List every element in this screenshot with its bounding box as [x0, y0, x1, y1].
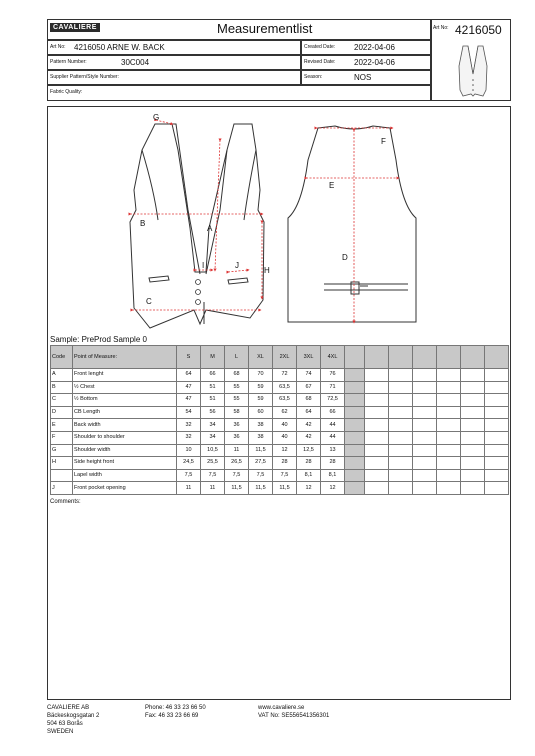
empty-cell	[485, 482, 509, 495]
table-row	[51, 406, 509, 419]
empty-cell	[365, 482, 389, 495]
empty-cell	[389, 469, 413, 482]
row-value: 59	[249, 394, 273, 407]
row-value: 32	[177, 431, 201, 444]
row-value: 62	[273, 406, 297, 419]
empty-cell	[345, 431, 365, 444]
empty-cell	[461, 431, 485, 444]
row-value: 64	[297, 406, 321, 419]
empty-cell	[345, 381, 365, 394]
empty-cell	[389, 419, 413, 432]
empty-cell	[485, 469, 509, 482]
empty-cell	[389, 444, 413, 457]
created-date: 2022-04-06	[354, 43, 395, 52]
row-fabric	[47, 85, 431, 101]
empty-cell	[437, 394, 461, 407]
row-value: 10	[177, 444, 201, 457]
row-value: 8,1	[297, 469, 321, 482]
empty-cell	[413, 369, 437, 382]
row-value: 55	[225, 394, 249, 407]
row-point-of-measure: Back width	[73, 419, 177, 432]
empty-cell	[437, 369, 461, 382]
empty-cell	[413, 406, 437, 419]
row-value: 7,5	[201, 469, 225, 482]
size-header: S	[177, 346, 201, 369]
row-value: 28	[297, 457, 321, 470]
row-value: 11,5	[273, 482, 297, 495]
label-d: D	[342, 253, 348, 262]
back-vest-drawing	[288, 126, 416, 322]
empty-cell	[413, 457, 437, 470]
website-link[interactable]: www.cavaliere.se	[258, 705, 305, 711]
row-value: 47	[177, 394, 201, 407]
size-header: L	[225, 346, 249, 369]
row-value: 28	[321, 457, 345, 470]
table-row	[51, 457, 509, 470]
row-value: 68	[225, 369, 249, 382]
row-point-of-measure: Side height front	[73, 457, 177, 470]
pattern-number-label: Pattern Number:	[50, 59, 87, 65]
empty-cell	[389, 381, 413, 394]
art-no-label-right: Art No:	[433, 25, 449, 31]
row-value: 12	[321, 482, 345, 495]
fabric-label: Fabric Quality:	[50, 89, 83, 95]
empty-cell	[345, 369, 365, 382]
empty-cell	[485, 419, 509, 432]
season-value: NOS	[354, 73, 372, 82]
row-value: 12	[273, 444, 297, 457]
row-point-of-measure: Front lenght	[73, 369, 177, 382]
row-value: 8,1	[321, 469, 345, 482]
empty-cell	[437, 457, 461, 470]
row-value: 58	[225, 406, 249, 419]
row-value: 7,5	[249, 469, 273, 482]
empty-cell	[461, 469, 485, 482]
row-value: 68	[297, 394, 321, 407]
row-value: 70	[249, 369, 273, 382]
row-value: 38	[249, 431, 273, 444]
label-e: E	[329, 181, 335, 190]
row-code: A	[51, 369, 73, 382]
page-title: Measurementlist	[217, 21, 313, 36]
table-row	[51, 419, 509, 432]
row-code: H	[51, 457, 73, 470]
row-value: 60	[249, 406, 273, 419]
row-point-of-measure: CB Length	[73, 406, 177, 419]
row-value: 55	[225, 381, 249, 394]
empty-cell	[345, 394, 365, 407]
empty-cell	[365, 457, 389, 470]
empty-cell	[437, 381, 461, 394]
empty-cell	[389, 431, 413, 444]
row-value: 10,5	[201, 444, 225, 457]
row-code: D	[51, 406, 73, 419]
row-code: B	[51, 381, 73, 394]
empty-cell	[461, 369, 485, 382]
row-value: 7,5	[177, 469, 201, 482]
created-label: Created Date:	[304, 44, 336, 50]
empty-cell	[345, 406, 365, 419]
empty-cell	[345, 444, 365, 457]
row-value: 42	[297, 419, 321, 432]
row-value: 63,5	[273, 381, 297, 394]
empty-cell	[345, 419, 365, 432]
empty-cell	[437, 469, 461, 482]
empty-cell	[413, 444, 437, 457]
vat-text: VAT No: SE556541356301	[258, 713, 330, 719]
footer-web	[258, 704, 329, 720]
vest-thumbnail	[455, 44, 491, 98]
row-value: 40	[273, 431, 297, 444]
size-header: 4XL	[321, 346, 345, 369]
label-b: B	[140, 219, 146, 228]
row-value: 56	[201, 406, 225, 419]
empty-cell	[485, 369, 509, 382]
row-code: G	[51, 444, 73, 457]
size-header: XL	[249, 346, 273, 369]
company-country: SWEDEN	[47, 729, 74, 735]
cavaliere-logo: CAVALIERE	[50, 23, 100, 32]
table-row	[51, 469, 509, 482]
row-value: 11,5	[225, 482, 249, 495]
empty-cell	[461, 444, 485, 457]
row-value: 34	[201, 419, 225, 432]
row-value: 25,5	[201, 457, 225, 470]
empty-cell	[461, 381, 485, 394]
row-point-of-measure: ½ Bottom	[73, 394, 177, 407]
row-value: 42	[297, 431, 321, 444]
row-code	[51, 469, 73, 482]
row-value: 12	[297, 482, 321, 495]
empty-cell	[461, 406, 485, 419]
empty-cell	[365, 394, 389, 407]
empty-cell	[413, 469, 437, 482]
empty-cell	[461, 457, 485, 470]
empty-cell	[413, 419, 437, 432]
empty-cell	[389, 406, 413, 419]
row-value: 11,5	[249, 444, 273, 457]
row-value: 47	[177, 381, 201, 394]
art-no-value-right: 4216050	[455, 23, 502, 37]
season-label: Season:	[304, 74, 323, 80]
empty-cell	[485, 381, 509, 394]
label-i: I	[202, 261, 205, 270]
row-value: 71	[321, 381, 345, 394]
row-value: 32	[177, 419, 201, 432]
empty-cell	[437, 419, 461, 432]
row-value: 24,5	[177, 457, 201, 470]
empty-cell	[389, 394, 413, 407]
art-no-label: Art No:	[50, 44, 66, 50]
row-value: 51	[201, 381, 225, 394]
row-value: 28	[273, 457, 297, 470]
company-city: 504 63 Borås	[47, 721, 83, 727]
row-point-of-measure: ½ Chest	[73, 381, 177, 394]
table-row	[51, 444, 509, 457]
label-j: J	[235, 261, 239, 270]
empty-cell	[345, 482, 365, 495]
empty-cell	[485, 444, 509, 457]
row-point-of-measure: Shoulder to shoulder	[73, 431, 177, 444]
table-row	[51, 394, 509, 407]
row-value: 66	[321, 406, 345, 419]
table-row	[51, 381, 509, 394]
size-header: 3XL	[297, 346, 321, 369]
comments-label: Comments:	[50, 499, 81, 505]
row-value: 74	[297, 369, 321, 382]
row-value: 44	[321, 431, 345, 444]
row-value: 11	[201, 482, 225, 495]
empty-cell	[365, 369, 389, 382]
label-c: C	[146, 297, 152, 306]
label-h: H	[264, 266, 270, 275]
empty-cell	[365, 381, 389, 394]
empty-cell	[485, 457, 509, 470]
size-header: M	[201, 346, 225, 369]
row-value: 11	[177, 482, 201, 495]
art-description: 4216050 ARNE W. BACK	[74, 43, 165, 52]
empty-cell	[365, 419, 389, 432]
empty-cell	[389, 482, 413, 495]
phone-text: Phone: 46 33 23 66 50	[145, 705, 206, 711]
label-a: A	[207, 224, 213, 233]
empty-cell	[389, 369, 413, 382]
pom-header: Point of Measure:	[73, 346, 177, 369]
empty-cell	[485, 394, 509, 407]
row-code: J	[51, 482, 73, 495]
row-value: 13	[321, 444, 345, 457]
empty-cell	[345, 469, 365, 482]
empty-cell	[365, 469, 389, 482]
empty-cell	[389, 457, 413, 470]
footer-contact	[145, 704, 206, 720]
row-value: 38	[249, 419, 273, 432]
empty-cell	[365, 444, 389, 457]
empty-cell	[437, 431, 461, 444]
empty-cell	[413, 431, 437, 444]
row-value: 59	[249, 381, 273, 394]
row-point-of-measure: Lapel width	[73, 469, 177, 482]
measurement-table	[50, 345, 509, 495]
table-row	[51, 482, 509, 495]
row-value: 12,5	[297, 444, 321, 457]
table-row	[51, 431, 509, 444]
footer-company	[47, 704, 99, 736]
row-value: 72	[273, 369, 297, 382]
row-value: 26,5	[225, 457, 249, 470]
row-value: 72,5	[321, 394, 345, 407]
revised-label: Revised Date:	[304, 59, 336, 65]
size-header: 2XL	[273, 346, 297, 369]
row-value: 11	[225, 444, 249, 457]
empty-cell	[437, 444, 461, 457]
row-value: 51	[201, 394, 225, 407]
row-value: 76	[321, 369, 345, 382]
row-value: 7,5	[273, 469, 297, 482]
row-value: 36	[225, 431, 249, 444]
revised-date: 2022-04-06	[354, 58, 395, 67]
row-point-of-measure: Shoulder width	[73, 444, 177, 457]
empty-cell	[485, 431, 509, 444]
empty-cell	[461, 394, 485, 407]
row-value: 44	[321, 419, 345, 432]
company-street: Bäckeskogsgatan 2	[47, 713, 100, 719]
row-point-of-measure: Front pocket opening	[73, 482, 177, 495]
empty-cell	[437, 406, 461, 419]
row-value: 40	[273, 419, 297, 432]
row-value: 64	[177, 369, 201, 382]
sample-label: Sample: PreProd Sample 0	[50, 335, 147, 344]
empty-cell	[461, 482, 485, 495]
empty-cell	[365, 431, 389, 444]
row-value: 66	[201, 369, 225, 382]
empty-cell	[461, 419, 485, 432]
row-value: 54	[177, 406, 201, 419]
row-value: 67	[297, 381, 321, 394]
row-value: 34	[201, 431, 225, 444]
company-name: CAVALIERE AB	[47, 705, 90, 711]
pattern-number-value: 30C004	[121, 58, 150, 67]
row-code: F	[51, 431, 73, 444]
empty-cell	[485, 406, 509, 419]
empty-cell	[413, 381, 437, 394]
row-code: C	[51, 394, 73, 407]
table-header-row	[51, 346, 509, 369]
empty-cell	[413, 482, 437, 495]
table-row	[51, 369, 509, 382]
empty-cell	[437, 482, 461, 495]
row-value: 7,5	[225, 469, 249, 482]
row-value: 63,5	[273, 394, 297, 407]
row-code: E	[51, 419, 73, 432]
label-g: G	[153, 113, 160, 122]
row-value: 11,5	[249, 482, 273, 495]
code-header: Code	[51, 346, 73, 369]
row-value: 36	[225, 419, 249, 432]
label-f: F	[381, 137, 386, 146]
fax-text: Fax: 46 33 23 66 69	[145, 713, 199, 719]
row-value: 27,5	[249, 457, 273, 470]
supplier-label: Supplier Pattern/Style Number:	[50, 74, 119, 80]
empty-cell	[365, 406, 389, 419]
empty-cell	[345, 457, 365, 470]
empty-cell	[413, 394, 437, 407]
